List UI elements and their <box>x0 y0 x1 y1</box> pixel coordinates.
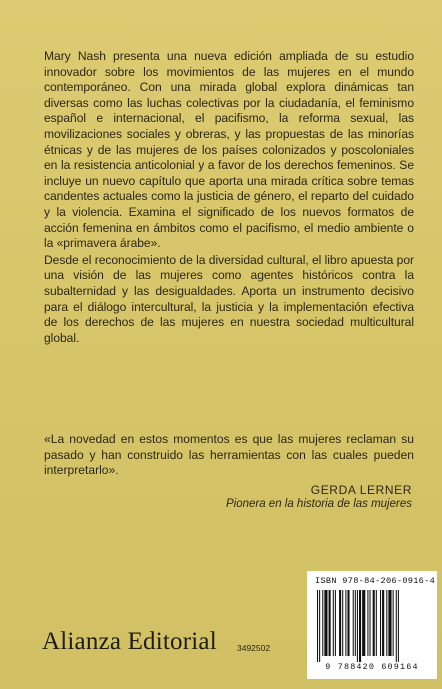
barcode-digits: 9 788420 609164 <box>325 662 419 672</box>
barcode-bar <box>353 590 354 656</box>
barcode-bar <box>393 590 394 656</box>
barcode-bar <box>388 590 391 656</box>
barcode-bar <box>362 590 365 656</box>
blurb-paragraph-1: Mary Nash presenta una nueva edición ampliada de su estudio innovador sobre los movimientos de las mujeres en el mundo contemporáneo. Con una mirada global explora dinámicas tan diversas como las luchas colectivas por la ciudadanía, el feminismo español e internacional, el pacifismo, la reforma sexual, las movilizaciones sociales y obreras, y las propuestas de las minorías étnicas y de las mujeres de los países colonizados y poscoloniales en la resistencia anticolonial y a favor de los derechos femeninos. Se incluye un nuevo capítulo que aporta una mirada crítica sobre temas candentes actuales como la justicia de género, el reparto del cuidado y la violencia. Examina el significado de los nuevos formatos de acción femenina en ámbitos como el pacifismo, el medio ambiente o la «primavera árabe». <box>44 49 414 251</box>
barcode-bar <box>373 590 375 656</box>
quote-author-role: Pionera en la historia de las mujeres <box>225 498 412 510</box>
barcode-bar <box>396 590 397 662</box>
blurb-paragraph-2: Desde el reconocimiento de la diversidad cultural, el libro apuesta por una visión de las mujeres como agentes históricos contra la subalternidad y las desigualdades. Aporta un instrumento decisivo para el diálogo intercultural, la justicia y la implementación efectiva de los derechos de las mujeres en nuestra sociedad multicultural global. <box>44 252 414 345</box>
barcode-bar <box>319 590 320 662</box>
barcode-bar <box>359 590 361 662</box>
barcode <box>307 571 437 679</box>
barcode-bar <box>347 590 349 656</box>
isbn-label: ISBN 978-84-206-0916-4 <box>315 576 436 586</box>
barcode-bar <box>355 590 356 656</box>
barcode-bar <box>376 590 377 656</box>
product-code: 3492502 <box>237 643 271 653</box>
blurb <box>44 49 414 346</box>
barcode-bar <box>345 590 346 656</box>
quote-text: «La novedad en estos momentos es que las mujeres reclaman su pasado y han construido las herramientas con las cuales pueden interpretarlo». <box>44 432 414 478</box>
barcode-bar <box>317 590 318 662</box>
barcode-bar <box>370 590 371 656</box>
barcode-bars <box>317 590 427 662</box>
barcode-bar <box>322 590 323 656</box>
barcode-bar <box>367 590 368 656</box>
publisher-logo: Alianza Editorial <box>42 628 217 655</box>
barcode-bar <box>333 590 334 656</box>
barcode-bar <box>380 590 381 656</box>
barcode-bar <box>398 590 399 662</box>
barcode-bar <box>357 590 358 662</box>
barcode-bar <box>329 590 331 656</box>
barcode-bar <box>382 590 384 656</box>
barcode-bar <box>335 590 336 656</box>
barcode-bar <box>342 590 343 656</box>
barcode-bar <box>324 590 327 656</box>
quote-author: GERDA LERNER <box>310 483 412 497</box>
barcode-bar <box>386 590 387 656</box>
barcode-bar <box>339 590 341 656</box>
